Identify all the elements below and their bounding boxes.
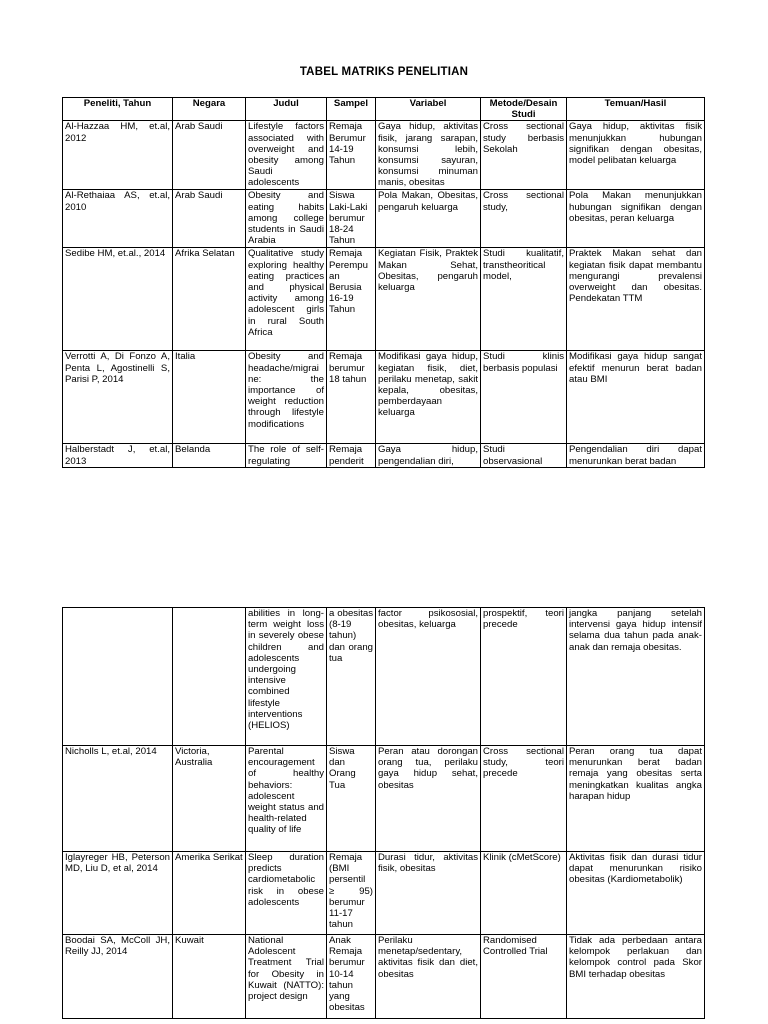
research-matrix-table-page-1 <box>62 97 705 468</box>
table-row <box>63 746 705 852</box>
cell-judul: Parental encouragement of healthy behaviors: adolescent weight status and health-related quality of life <box>246 746 327 852</box>
cell-negara: Arab Saudi <box>173 190 246 248</box>
table-row <box>63 121 705 190</box>
header-sampel: Sampel <box>327 98 376 121</box>
cell-judul: abilities in long-term weight loss in severely obese children and adolescents undergoing intensive combined lifestyle interventions (HELIOS) <box>246 608 327 746</box>
header-judul: Judul <box>246 98 327 121</box>
table-row <box>63 190 705 248</box>
cell-judul: Obesity and eating habits among college students in Saudi Arabia <box>246 190 327 248</box>
cell-judul: National Adolescent Treatment Trial for Obesity in Kuwait (NATTO): project design <box>246 935 327 1019</box>
table-row <box>63 608 705 746</box>
cell-negara: Amerika Serikat <box>173 852 246 935</box>
cell-peneliti: Halberstadt J, et.al, 2013 <box>63 444 173 467</box>
cell-sampel: Remaja (BMI persentil ≥ 95) berumur 11-17 tahun <box>327 852 376 935</box>
cell-metode: Studi kualitatif, transtheoritical model, <box>481 248 567 351</box>
header-negara: Negara <box>173 98 246 121</box>
cell-sampel: Siswa Laki-Laki berumur 18-24 Tahun <box>327 190 376 248</box>
cell-metode: Cross sectional study, <box>481 190 567 248</box>
table-header-row <box>63 98 705 121</box>
header-variabel: Variabel <box>376 98 481 121</box>
cell-peneliti: Boodai SA, McColl JH, Reilly JJ, 2014 <box>63 935 173 1019</box>
cell-temuan: Peran orang tua dapat menurunkan berat badan remaja yang obesitas serta meningkatkan kualitas angka harapan hidup <box>567 746 705 852</box>
cell-sampel: Remaja berumur 18 tahun <box>327 351 376 444</box>
cell-variabel: Peran atau dorongan orang tua, perilaku gaya hidup sehat, obesitas <box>376 746 481 852</box>
page-title: TABEL MATRIKS PENELITIAN <box>299 66 469 78</box>
cell-sampel: Siswa dan Orang Tua <box>327 746 376 852</box>
cell-sampel: Anak Remaja berumur 10-14 tahun yang obesitas <box>327 935 376 1019</box>
header-temuan: Temuan/Hasil <box>567 98 705 121</box>
header-peneliti: Peneliti, Tahun <box>63 98 173 121</box>
cell-variabel: factor psikososial, obesitas, keluarga <box>376 608 481 746</box>
cell-variabel: Durasi tidur, aktivitas fisik, obesitas <box>376 852 481 935</box>
cell-judul: The role of self-regulating <box>246 444 327 467</box>
cell-temuan: Pengendalian diri dapat menurunkan berat badan <box>567 444 705 467</box>
cell-negara: Belanda <box>173 444 246 467</box>
table-row <box>63 351 705 444</box>
cell-sampel: Remaja Perempuan Berusia 16-19 Tahun <box>327 248 376 351</box>
cell-variabel: Gaya hidup, pengendalian diri, <box>376 444 481 467</box>
cell-judul: Lifestyle factors associated with overweight and obesity among Saudi adolescents <box>246 121 327 190</box>
cell-peneliti: Iglayreger HB, Peterson MD, Liu D, et al, 2014 <box>63 852 173 935</box>
cell-variabel: Kegiatan Fisik, Praktek Makan Sehat, Obesitas, pengaruh keluarga <box>376 248 481 351</box>
cell-peneliti: Sedibe HM, et.al., 2014 <box>63 248 173 351</box>
cell-temuan: Pola Makan menunjukkan hubungan signifikan dengan obesitas, peran keluarga <box>567 190 705 248</box>
cell-negara: Arab Saudi <box>173 121 246 190</box>
cell-temuan: Aktivitas fisik dan durasi tidur dapat menurunkan risiko obesitas (Kardiometabolik) <box>567 852 705 935</box>
cell-negara: Italia <box>173 351 246 444</box>
cell-negara <box>173 608 246 746</box>
cell-variabel: Gaya hidup, aktivitas fisik, jarang sarapan, konsumsi lebih, konsumsi sayuran, konsumsi minuman manis, obesitas <box>376 121 481 190</box>
cell-variabel: Perilaku menetap/sedentary, aktivitas fisik dan diet, obesitas <box>376 935 481 1019</box>
cell-peneliti: Al-Hazzaa HM, et.al, 2012 <box>63 121 173 190</box>
table-row <box>63 935 705 1019</box>
cell-peneliti <box>63 608 173 746</box>
cell-metode: Cross sectional study berbasis Sekolah <box>481 121 567 190</box>
header-metode: Metode/Desain Studi <box>481 98 567 121</box>
cell-negara: Victoria, Australia <box>173 746 246 852</box>
cell-judul: Obesity and headache/migraine: the importance of weight reduction through lifestyle modifications <box>246 351 327 444</box>
cell-variabel: Modifikasi gaya hidup, kegiatan fisik, diet, perilaku menetap, sakit kepala, obesitas, pemberdayaan keluarga <box>376 351 481 444</box>
cell-temuan: Gaya hidup, aktivitas fisik menunjukkan hubungan signifikan dengan obesitas, model pelibatan keluarga <box>567 121 705 190</box>
cell-negara: Kuwait <box>173 935 246 1019</box>
cell-metode: Cross sectional study, teori precede <box>481 746 567 852</box>
table-row <box>63 444 705 467</box>
cell-metode: Studi klinis berbasis populasi <box>481 351 567 444</box>
table-row <box>63 852 705 935</box>
cell-metode: Randomised Controlled Trial <box>481 935 567 1019</box>
cell-negara: Afrika Selatan <box>173 248 246 351</box>
cell-peneliti: Nicholls L, et.al, 2014 <box>63 746 173 852</box>
cell-metode: Klinik (cMetScore) <box>481 852 567 935</box>
cell-temuan: Tidak ada perbedaan antara kelompok perlakuan dan kelompok control pada Skor BMI terhadap obesitas <box>567 935 705 1019</box>
cell-temuan: jangka panjang setelah intervensi gaya hidup intensif selama dua tahun pada anak-anak dan remaja obesitas. <box>567 608 705 746</box>
cell-judul: Qualitative study exploring healthy eating practices and physical activity among adolescent girls in rural South Africa <box>246 248 327 351</box>
cell-sampel: a obesitas (8-19 tahun) dan orang tua <box>327 608 376 746</box>
cell-variabel: Pola Makan, Obesitas, pengaruh keluarga <box>376 190 481 248</box>
cell-metode: Studi observasional <box>481 444 567 467</box>
research-matrix-table-page-2 <box>62 607 705 1019</box>
cell-peneliti: Verrotti A, Di Fonzo A, Penta L, Agostinelli S, Parisi P, 2014 <box>63 351 173 444</box>
cell-peneliti: Al-Rethaiaa AS, et.al, 2010 <box>63 190 173 248</box>
cell-temuan: Praktek Makan sehat dan kegiatan fisik dapat membantu mengurangi prevalensi overweight dan obesitas. Pendekatan TTM <box>567 248 705 351</box>
cell-sampel: Remaja penderit <box>327 444 376 467</box>
table-row <box>63 248 705 351</box>
cell-metode: prospektif, teori precede <box>481 608 567 746</box>
cell-sampel: Remaja Berumur 14-19 Tahun <box>327 121 376 190</box>
cell-temuan: Modifikasi gaya hidup sangat efektif menurun berat badan atau BMI <box>567 351 705 444</box>
cell-judul: Sleep duration predicts cardiometabolic risk in obese adolescents <box>246 852 327 935</box>
